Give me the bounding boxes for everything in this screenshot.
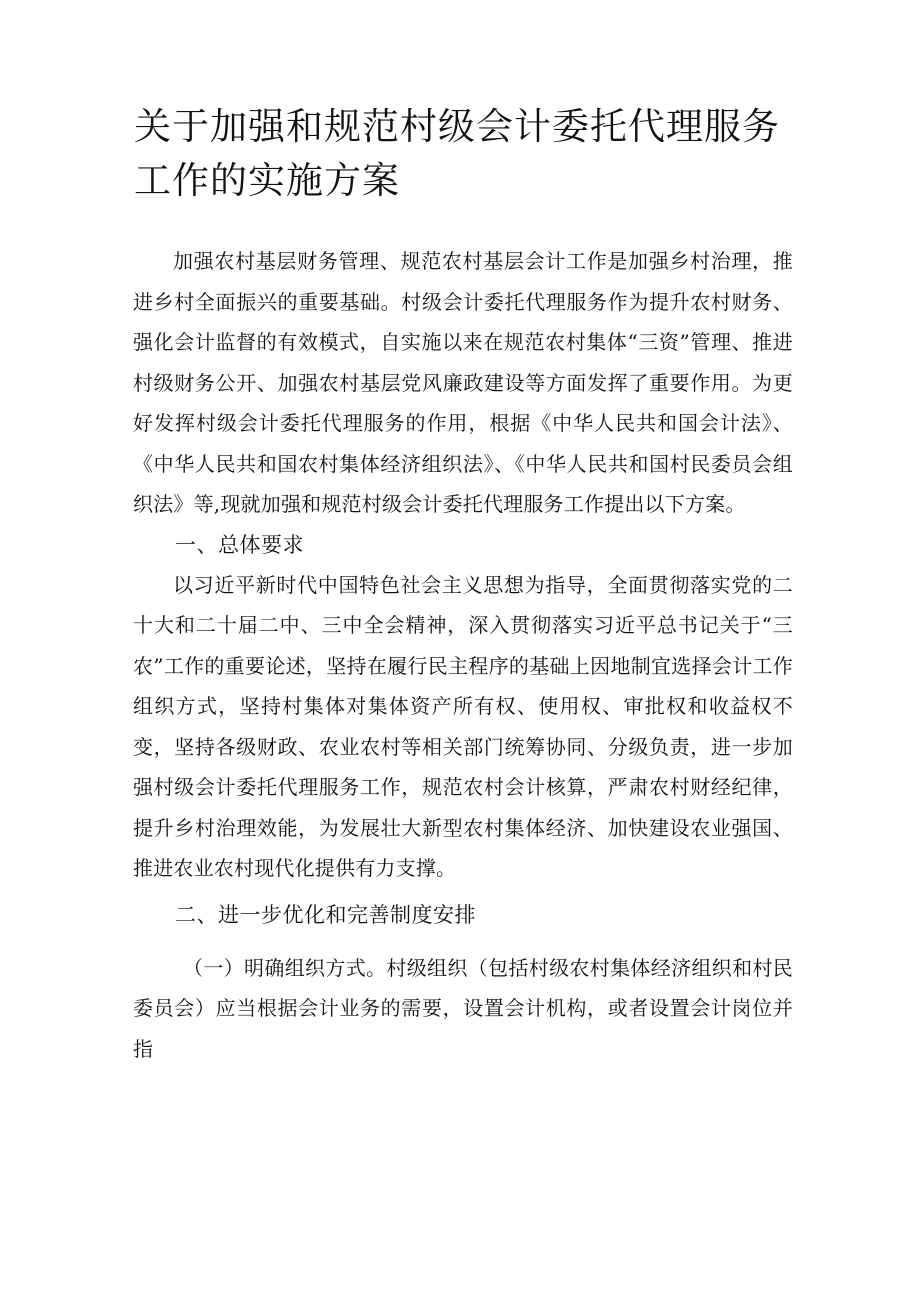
- document-title: 关于加强和规范村级会计委托代理服务工作的实施方案: [134, 105, 780, 202]
- section-2-heading: 二、进一步优化和完善制度安排: [175, 902, 476, 927]
- section-1-paragraph: 以习近平新时代中国特色社会主义思想为指导，全面贯彻落实党的二十大和二十届二中、三中全会精神，深入贯彻落实习近平总书记关于“三农”工作的重要论述，坚持在履行民主程序的基础上因地制宜选择会计工作组织方式，坚持村集体对集体资产所有权、使用权、审批权和收益权不变，坚持各级财政、农业农村等相关部门统筹协同、分级负责，进一步加强村级会计委托代理服务工作，规范农村会计核算，严肃农村财经纪律，提升乡村治理效能，为发展壮大新型农村集体经济、加快建设农业强国、推进农业农村现代化提供有力支撑。: [133, 572, 793, 880]
- section-2-item-1-paragraph: （一）明确组织方式。村级组织（包括村级农村集体经济组织和村民委员会）应当根据会计业务的需要，设置会计机构，或者设置会计岗位并指: [133, 955, 793, 1061]
- section-1-heading: 一、总体要求: [175, 532, 304, 557]
- spacer: [133, 935, 793, 948]
- intro-paragraph: 加强农村基层财务管理、规范农村基层会计工作是加强乡村治理，推进乡村全面振兴的重要基础。村级会计委托代理服务作为提升农村财务、强化会计监督的有效模式，自实施以来在规范农村集体“三资”管理、推进村级财务公开、加强农村基层党风廉政建设等方面发挥了重要作用。为更好发挥村级会计委托代理服务的作用，根据《中华人民共和国会计法》、《中华人民共和国农村集体经济组织法》、《中华人民共和国村民委员会组织法》等,现就加强和规范村级会计委托代理服务工作提出以下方案。: [133, 249, 793, 516]
- document-body: [133, 241, 793, 1069]
